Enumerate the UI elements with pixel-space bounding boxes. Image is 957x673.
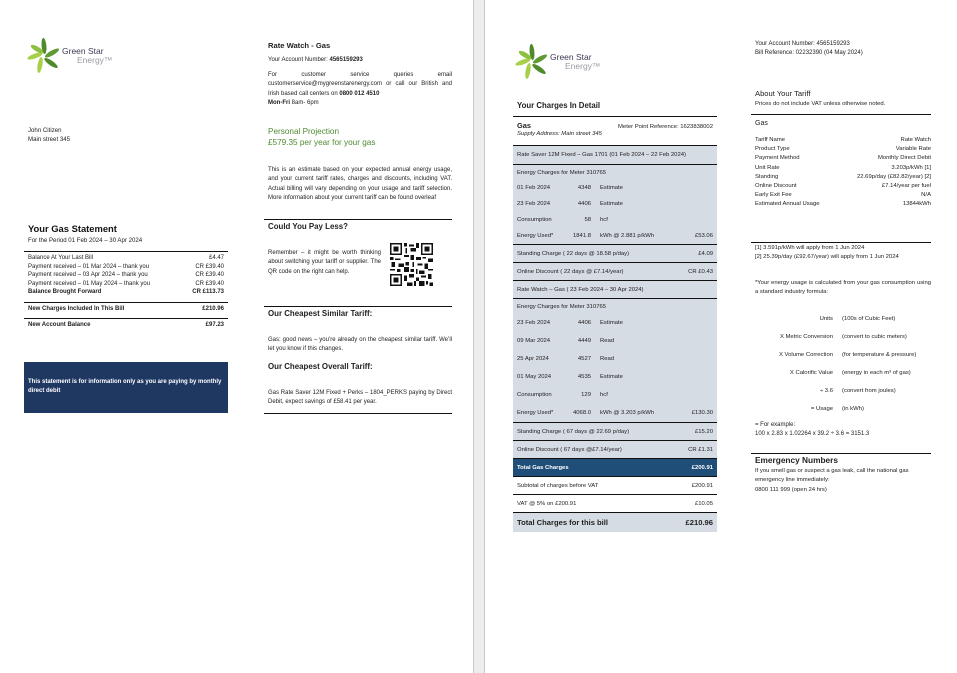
divider (264, 306, 452, 307)
star-leaf-icon (515, 42, 549, 82)
account-info (755, 40, 931, 58)
meter-block-2 (513, 298, 717, 422)
about-tariff-subtitle: Prices do not include VAT unless otherwise noted. (755, 101, 886, 107)
online-discount-row: Online Discount ( 22 days @ £7.14/year) CR £0.43 (513, 262, 717, 280)
customer-service-text: For customer service queries email customerservice@mygreenstarenergy.com or call our British and Irish based call centers on 0800 012 4510 Mon-Fri 8am- 6pm (268, 72, 452, 106)
tariff-row: Unit Rate 3.203p/kWh [1] (755, 164, 931, 171)
similar-tariff-title: Our Cheapest Similar Tariff: (268, 309, 373, 318)
formula-example (755, 421, 931, 439)
about-tariff-title: About Your Tariff (755, 89, 811, 98)
statement-title: Your Gas Statement (28, 223, 117, 234)
account-number: 4565159293 (329, 57, 363, 63)
meter-point-reference: Meter Point Reference: 1623838002 (618, 124, 713, 130)
account-number-line: Your Account Number: 4565159293 (268, 57, 363, 63)
tariff-period-row: Rate Watch – Gas ( 23 Feb 2024 – 30 Apr 2024) (513, 280, 717, 298)
fuel-label: Gas (517, 121, 531, 130)
overall-tariff-title: Our Cheapest Overall Tariff: (268, 362, 373, 371)
brand-subname: Energy™ (77, 55, 113, 65)
total-gas-charges-row: Total Gas Charges £200.91 (513, 458, 717, 476)
tariff-row: Estimated Annual Usage 13844kWh (755, 201, 931, 208)
meter-block-1 (513, 164, 717, 244)
formula-row: X Calorific Value (energy in each m³ of gas) (789, 370, 911, 376)
service-phone: 0800 012 4510 (339, 90, 380, 97)
meter-read-row: 25 Apr 2024 4527 Read (517, 356, 615, 362)
charges-table (513, 116, 717, 532)
usage-formula (755, 310, 931, 418)
meter-read-row: 01 May 2024 4535 Estimate (517, 374, 623, 380)
bill-reference: Bill Reference: 02232390 (04 May 2024) (755, 50, 863, 56)
formula-row: Units (100s of Cubic Feet) (819, 316, 896, 322)
divider (751, 114, 931, 115)
energy-used-row: Energy Used* 4068.0 kWh @ 3.203 p/kWh £130.30 (517, 410, 713, 416)
qr-code-icon[interactable] (389, 243, 434, 286)
standing-charge-row: Standing Charge ( 67 days @ 22.69 p/day) £15.20 (513, 422, 717, 440)
balance-row: Payment received – 01 Mar 2024 – thank you CR £39.40 (28, 263, 224, 270)
balance-row: Payment received – 03 Apr 2024 – thank you CR £39.40 (28, 272, 224, 279)
emergency-text: If you smell gas or suspect a gas leak, call the national gas emergency line immediately: 0800 111 999 (open 24 hrs) (755, 467, 927, 495)
tariff-heading: Rate Watch - Gas (268, 41, 331, 50)
projection-value: £579.35 per year for your gas (268, 138, 376, 147)
online-discount-row: Online Discount ( 67 days @£7.14/year) CR £1.31 (513, 440, 717, 458)
tariff-row: Online Discount £7.14/year per fuel (755, 182, 931, 189)
projection-title: Personal Projection (268, 127, 339, 136)
pay-less-title: Could You Pay Less? (268, 222, 348, 231)
tariff-row: Payment Method Monthly Direct Debit (755, 155, 931, 162)
tariff-details (755, 136, 931, 210)
page-1 (0, 0, 473, 673)
meter-header: Energy Charges for Meter 310765 (517, 169, 607, 176)
divider (751, 453, 931, 454)
brand-logo-page2 (515, 42, 600, 82)
meter-read-row: 23 Feb 2024 4406 Estimate (517, 320, 623, 326)
similar-tariff-text: Gas: good news – you’re already on the cheapest similar tariff. We’ll let you know if this changes. (268, 337, 452, 353)
new-charges-row: New Charges Included In This Bill £210.96 (28, 305, 224, 312)
tariff-row: Early Exit Fee N/A (755, 192, 931, 199)
brand-subname: Energy™ (565, 61, 601, 71)
brand-logo (27, 36, 112, 76)
brand-name: Green Star (550, 52, 592, 63)
formula-row: X Metric Conversion (convert to cubic meters) (779, 334, 907, 340)
supply-address: Supply Address: Main street 345 (517, 131, 602, 137)
emergency-phone: 0800 111 999 (open 24 hrs) (755, 486, 827, 493)
meter-header: Energy Charges for Meter 310765 (517, 303, 607, 310)
example-label: = For example: (755, 422, 796, 428)
note-row: [1] 3.591p/kWh will apply from 1 Jun 2024 (755, 245, 865, 251)
balance-row: Balance At Your Last Bill £4.47 (28, 255, 224, 261)
tariff-period-row: Rate Saver 12M Fixed – Gas 1701 (01 Feb 2024 – 22 Feb 2024) (513, 145, 717, 164)
subtotal-row: Subtotal of charges before VAT £200.91 (513, 476, 717, 494)
example-calc: 100 x 2.83 x 1.02264 x 39.2 ÷ 3.6 = 3151.3 (755, 431, 870, 437)
meter-read-row: 23 Feb 2024 4406 Estimate (517, 201, 623, 207)
vat-row: VAT @ 5% on £200.91 £10.05 (513, 494, 717, 512)
formula-row: X Volume Correction (for temperature & pressure) (778, 352, 917, 358)
pay-less-text: Remember – it might be worth thinking about switching your tariff or supplier. The QR code on the right can help. (268, 250, 381, 275)
divider (264, 413, 452, 414)
energy-used-row: Energy Used* 1841.8 kWh @ 2.881 p/kWh £53.06 (517, 233, 713, 239)
customer-address: Main street 345 (28, 135, 71, 143)
consumption-row: Consumption 129 hcf (517, 392, 608, 398)
projection-text: This is an estimate based on your expected annual energy usage, and your current tariff rates, charges and discounts, including VAT. Actual billing will vary depending on your usage and tariff selection. More information about your current tariff can be found overleaf (268, 167, 452, 201)
overall-tariff-text: Gas Rate Saver 12M Fixed + Perks – 1804_PERKS paying by Direct Debit, expect savings of £58.41 per year. (268, 390, 452, 406)
statement-period: For the Period 01 Feb 2024 – 30 Apr 2024 (28, 237, 143, 244)
customer-address-block (28, 127, 70, 144)
note-row: [2] 25.39p/day (£92.67/year) will apply from 1 Jun 2024 (755, 254, 899, 261)
tariff-row: Product Type Variable Rate (755, 146, 931, 153)
direct-debit-info-box: This statement is for information only as you are paying by monthly direct debit (24, 362, 228, 413)
new-balance-row: New Account Balance £97.23 (28, 321, 224, 328)
meter-read-row: 09 Mar 2024 4449 Read (517, 338, 615, 344)
consumption-row: Consumption 58 hcf (517, 217, 608, 223)
balance-table (24, 251, 228, 332)
formula-row: = Usage (in kWh) (810, 406, 864, 412)
tariff-fuel: Gas (755, 120, 768, 127)
balance-row: Payment received – 01 May 2024 – thank you CR £39.40 (28, 280, 224, 287)
charges-title: Your Charges In Detail (517, 101, 601, 110)
gas-header (513, 116, 717, 145)
brand-name: Green Star (62, 46, 104, 57)
tariff-row: Tariff Name Rate Watch (755, 137, 931, 143)
rate-change-notes (755, 244, 931, 262)
emergency-title: Emergency Numbers (755, 455, 839, 465)
tariff-row: Standing 22.69p/day (£82.82/year) [2] (755, 173, 931, 180)
meter-read-row: 01 Feb 2024 4348 Estimate (517, 185, 623, 191)
page-gutter (473, 0, 485, 673)
divider (751, 242, 931, 243)
balance-brought-forward-row: Balance Brought Forward CR £113.73 (28, 289, 224, 296)
account-number-line: Your Account Number: 4565159293 (755, 41, 850, 47)
formula-row: ÷ 3.6 (convert from joules) (819, 388, 896, 394)
total-charges-row: Total Charges for this bill £210.96 (513, 512, 717, 532)
divider (264, 219, 452, 220)
formula-intro: *Your energy usage is calculated from your gas consumption using a standard industry formula: (755, 280, 931, 296)
star-leaf-icon (27, 36, 61, 76)
standing-charge-row: Standing Charge ( 22 days @ 18.58 p/day) £4.09 (513, 244, 717, 262)
customer-name: John Citizen (28, 127, 62, 134)
